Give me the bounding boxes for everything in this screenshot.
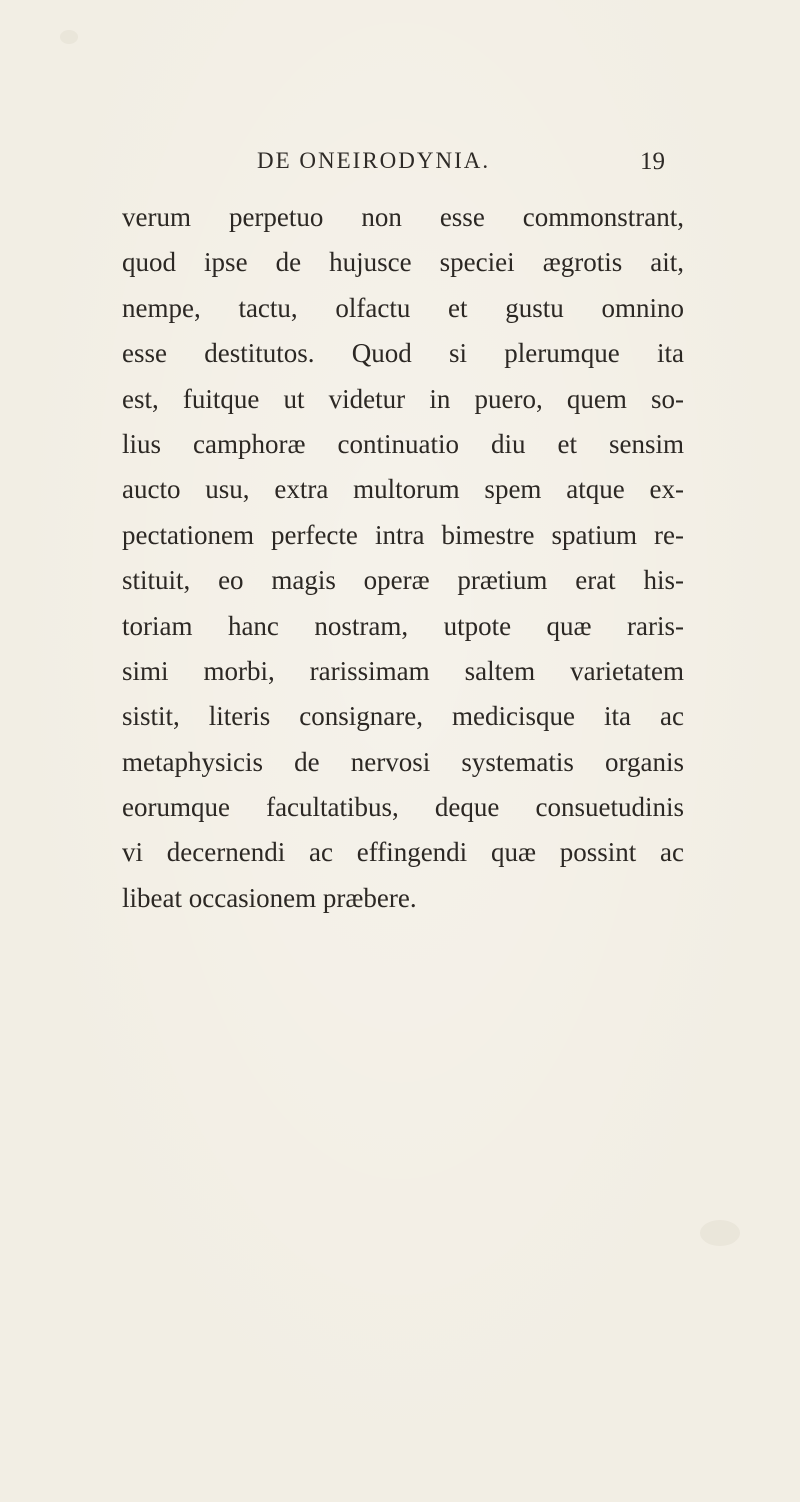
text-line: toriam hanc nostram, utpote quæ raris- bbox=[122, 610, 684, 641]
paper-stain bbox=[60, 30, 78, 44]
text-line: simi morbi, rarissimam saltem varietatem bbox=[122, 655, 684, 686]
text-line: quod ipse de hujusce speciei ægrotis ait, bbox=[122, 247, 684, 278]
text-line: vi decernendi ac effingendi quæ possint ac bbox=[122, 837, 684, 868]
text-line: lius camphoræ continuatio diu et sensim bbox=[122, 428, 684, 459]
running-head bbox=[0, 148, 800, 182]
text-line: est, fuitque ut videtur in puero, quem so- bbox=[122, 383, 684, 414]
text-line: metaphysicis de nervosi systematis organis bbox=[122, 746, 684, 777]
paper-stain bbox=[700, 1220, 740, 1246]
body-text bbox=[122, 195, 684, 921]
text-line: eorumque facultatibus, deque consuetudinis bbox=[122, 792, 684, 823]
text-line: esse destitutos. Quod si plerumque ita bbox=[122, 338, 684, 369]
text-line: verum perpetuo non esse commonstrant, bbox=[122, 202, 684, 232]
text-line: pectationem perfecte intra bimestre spatium re- bbox=[122, 519, 684, 550]
running-title: DE ONEIRODYNIA. bbox=[257, 148, 491, 173]
text-line: aucto usu, extra multorum spem atque ex- bbox=[122, 474, 684, 505]
text-line: nempe, tactu, olfactu et gustu omnino bbox=[122, 292, 684, 323]
text-line: sistit, literis consignare, medicisque ita ac bbox=[122, 701, 684, 732]
text-line: stituit, eo magis operæ prætium erat his- bbox=[122, 565, 684, 596]
text-line: libeat occasionem præbere. bbox=[122, 882, 417, 913]
page-number: 19 bbox=[640, 148, 665, 175]
